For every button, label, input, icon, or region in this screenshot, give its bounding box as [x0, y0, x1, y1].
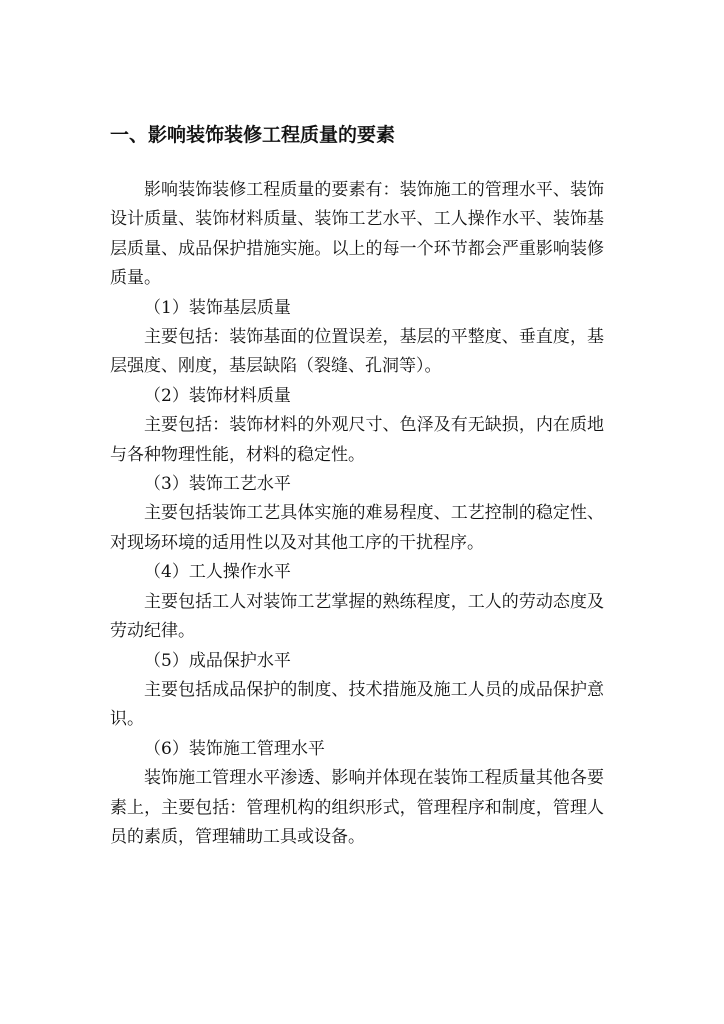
subsection-content-1: 主要包括：装饰基面的位置误差，基层的平整度、垂直度，基层强度、刚度，基层缺陷（裂缝、孔洞等）。 — [110, 327, 604, 377]
subsection-title-3: （3）装饰工艺水平 — [144, 474, 291, 495]
subsection-title-4: （4）工人操作水平 — [144, 562, 291, 583]
subsection-title-1: （1）装饰基层质量 — [144, 297, 291, 318]
document-body — [110, 176, 604, 852]
subsection-content-4: 主要包括工人对装饰工艺掌握的熟练程度，工人的劳动态度及劳动纪律。 — [110, 591, 604, 642]
subsection-title-6: （6）装饰施工管理水平 — [144, 738, 325, 759]
section-heading: 一、影响装饰装修工程质量的要素 — [110, 124, 396, 146]
subsection-content-5: 主要包括成品保护的制度、技术措施及施工人员的成品保护意识。 — [110, 679, 604, 730]
intro-paragraph: 影响装饰装修工程质量的要素有：装饰施工的管理水平、装饰设计质量、装饰材料质量、装饰工艺水平、工人操作水平、装饰基层质量、成品保护措施实施。以上的每一个环节都会严重影响装修质量。 — [110, 180, 604, 289]
subsection-content-2: 主要包括：装饰材料的外观尺寸、色泽及有无缺损，内在质地与各种物理性能，材料的稳定性。 — [110, 415, 604, 465]
subsection-title-2: （2）装饰材料质量 — [144, 385, 291, 406]
subsection-content-6: 装饰施工管理水平渗透、影响并体现在装饰工程质量其他各要素上，主要包括：管理机构的组织形式，管理程序和制度，管理人员的素质，管理辅助工具或设备。 — [110, 768, 604, 847]
subsection-content-3: 主要包括装饰工艺具体实施的难易程度、工艺控制的稳定性、对现场环境的适用性以及对其他工序的干扰程序。 — [110, 503, 604, 553]
subsection-title-5: （5）成品保护水平 — [144, 650, 291, 671]
